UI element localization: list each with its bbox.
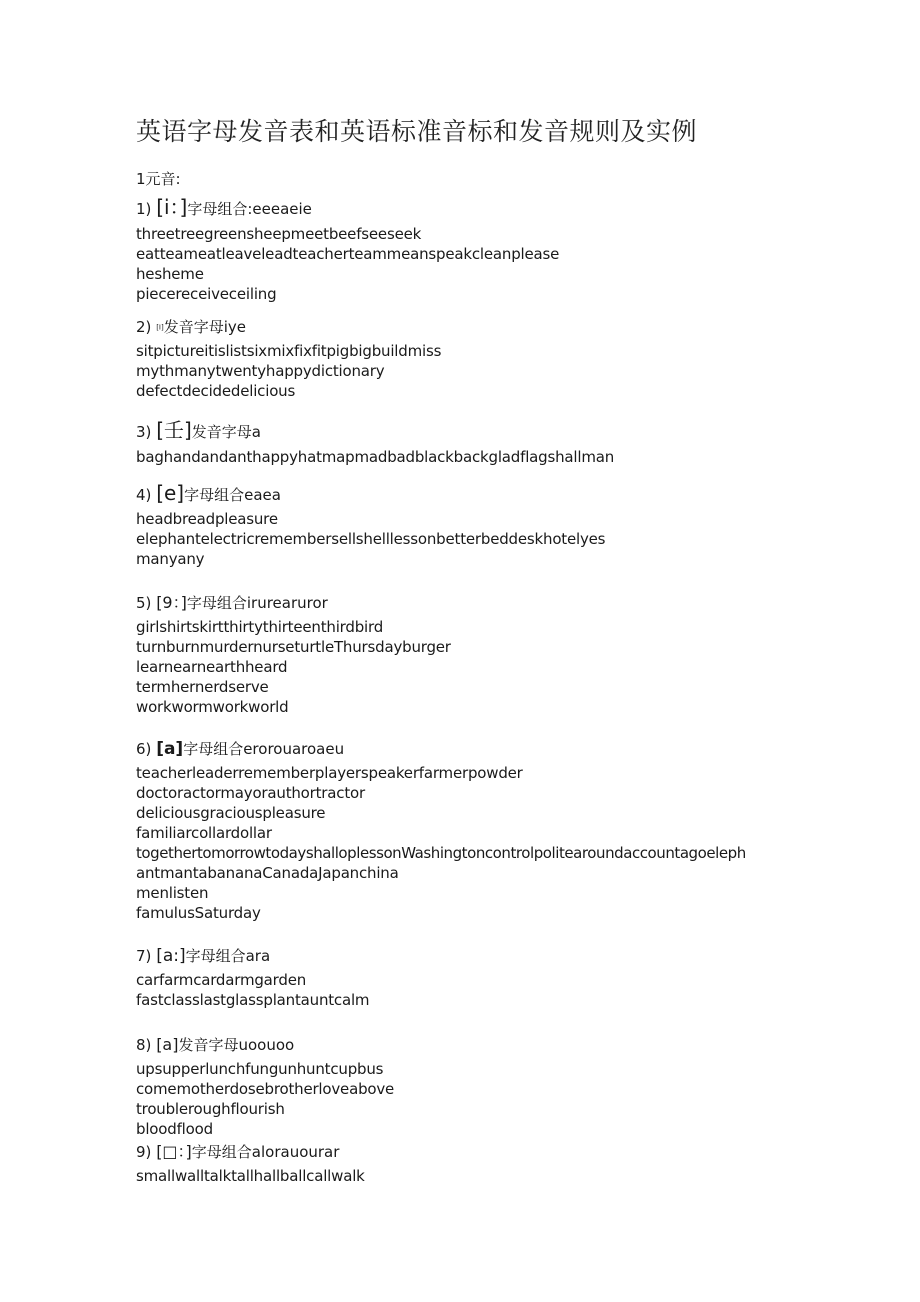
phonetic-symbol: [壬]	[156, 418, 192, 442]
group-heading	[136, 738, 746, 759]
group-label: 发音字母a	[191, 423, 261, 441]
phonetic-symbol: [I]	[156, 323, 164, 332]
group-label: 字母组合alorauourar	[191, 1143, 340, 1161]
word-line: antmantabananaCanadaJapanchina	[136, 864, 399, 882]
group-heading	[136, 191, 559, 220]
word-line: carfarmcardarmgarden	[136, 971, 307, 989]
phonetic-symbol: [e]	[156, 481, 185, 505]
word-line: termhernerdserve	[136, 678, 269, 696]
word-line: famulusSaturday	[136, 904, 261, 922]
word-line: deliciousgraciouspleasure	[136, 804, 326, 822]
word-line: piecereceiveceiling	[136, 285, 277, 303]
word-line: togethertomorrowtodayshalloplessonWashingtoncontrolpolitearoundaccountagoeleph	[136, 844, 746, 862]
vowel-group-2	[136, 316, 441, 401]
word-line: elephantelectricremembersellshelllessonbetterbeddeskhotelyes	[136, 530, 606, 548]
word-line: baghandandanthappyhatmapmadbadblackbackgladflagshallman	[136, 448, 615, 466]
group-number: 9)	[136, 1143, 152, 1161]
vowel-group-3	[136, 414, 614, 467]
word-line: teacherleaderrememberplayerspeakerfarmerpowder	[136, 764, 523, 782]
group-number: 1)	[136, 200, 152, 218]
group-heading	[136, 1034, 394, 1055]
word-line: upsupperlunchfungunhuntcupbus	[136, 1060, 384, 1078]
vowel-group-5	[136, 590, 451, 717]
word-line: familiarcollardollar	[136, 824, 272, 842]
group-label: 字母组合irurearuror	[186, 594, 328, 612]
word-line: mythmanytwentyhappydictionary	[136, 362, 385, 380]
vowel-group-9	[136, 1139, 365, 1186]
group-number: 8)	[136, 1036, 152, 1054]
group-label: 字母组合ara	[185, 947, 271, 965]
word-line: learnearnearthheard	[136, 658, 288, 676]
phonetic-symbol: [a]	[156, 1035, 179, 1054]
phonetic-symbol: [9：]	[156, 593, 187, 612]
phonetic-symbol: [a]	[156, 739, 184, 759]
word-line: menlisten	[136, 884, 209, 902]
word-line: smallwalltalktallhallballcallwalk	[136, 1167, 365, 1185]
group-heading	[136, 1139, 365, 1162]
word-line: manyany	[136, 550, 205, 568]
vowel-group-8	[136, 1034, 394, 1139]
word-line: workwormworkworld	[136, 698, 289, 716]
group-number: 2)	[136, 318, 152, 336]
group-heading	[136, 414, 614, 443]
group-label: 字母组合eaea	[184, 486, 281, 504]
group-number: 6)	[136, 740, 152, 758]
section-heading: 1元音:	[136, 170, 181, 188]
group-label: 发音字母iye	[163, 318, 246, 336]
phonetic-symbol: [a:]	[156, 946, 186, 966]
word-line: defectdecidedelicious	[136, 382, 296, 400]
group-number: 7)	[136, 947, 152, 965]
group-label: 字母组合:eeeaeie	[187, 200, 312, 218]
group-heading	[136, 316, 441, 337]
group-heading	[136, 590, 451, 613]
group-label: 发音字母uoouoo	[178, 1036, 295, 1054]
word-line: girlshirtskirtthirtythirteenthirdbird	[136, 618, 384, 636]
group-number: 4)	[136, 486, 152, 504]
word-line: eatteameatleaveleadteacherteammeanspeakcleanplease	[136, 245, 560, 263]
vowel-group-1	[136, 191, 559, 304]
group-heading	[136, 481, 605, 505]
word-line: bloodflood	[136, 1120, 213, 1138]
word-line: hesheme	[136, 265, 204, 283]
group-label: 字母组合erorouaroaeu	[183, 740, 345, 758]
word-line: comemotherdosebrotherloveabove	[136, 1080, 395, 1098]
word-line: troubleroughflourish	[136, 1100, 285, 1118]
word-line: threetreegreensheepmeetbeefseeseek	[136, 225, 422, 243]
word-line: turnburnmurdernurseturtleThursdayburger	[136, 638, 451, 656]
group-number: 3)	[136, 423, 152, 441]
phonetic-symbol: [□：]	[156, 1142, 192, 1161]
phonetic-symbol: [i：]	[156, 195, 188, 219]
word-line: doctoractormayorauthortractor	[136, 784, 365, 802]
group-number: 5)	[136, 594, 152, 612]
page-title: 英语字母发音表和英语标准音标和发音规则及实例	[136, 117, 698, 146]
vowel-group-6	[136, 738, 746, 923]
word-line: fastclasslastglassplantauntcalm	[136, 991, 370, 1009]
vowel-group-4	[136, 481, 605, 569]
word-line: sitpictureitislistsixmixfixfitpigbigbuildmiss	[136, 342, 442, 360]
vowel-group-7	[136, 945, 369, 1010]
group-heading	[136, 945, 369, 966]
word-line: headbreadpleasure	[136, 510, 278, 528]
